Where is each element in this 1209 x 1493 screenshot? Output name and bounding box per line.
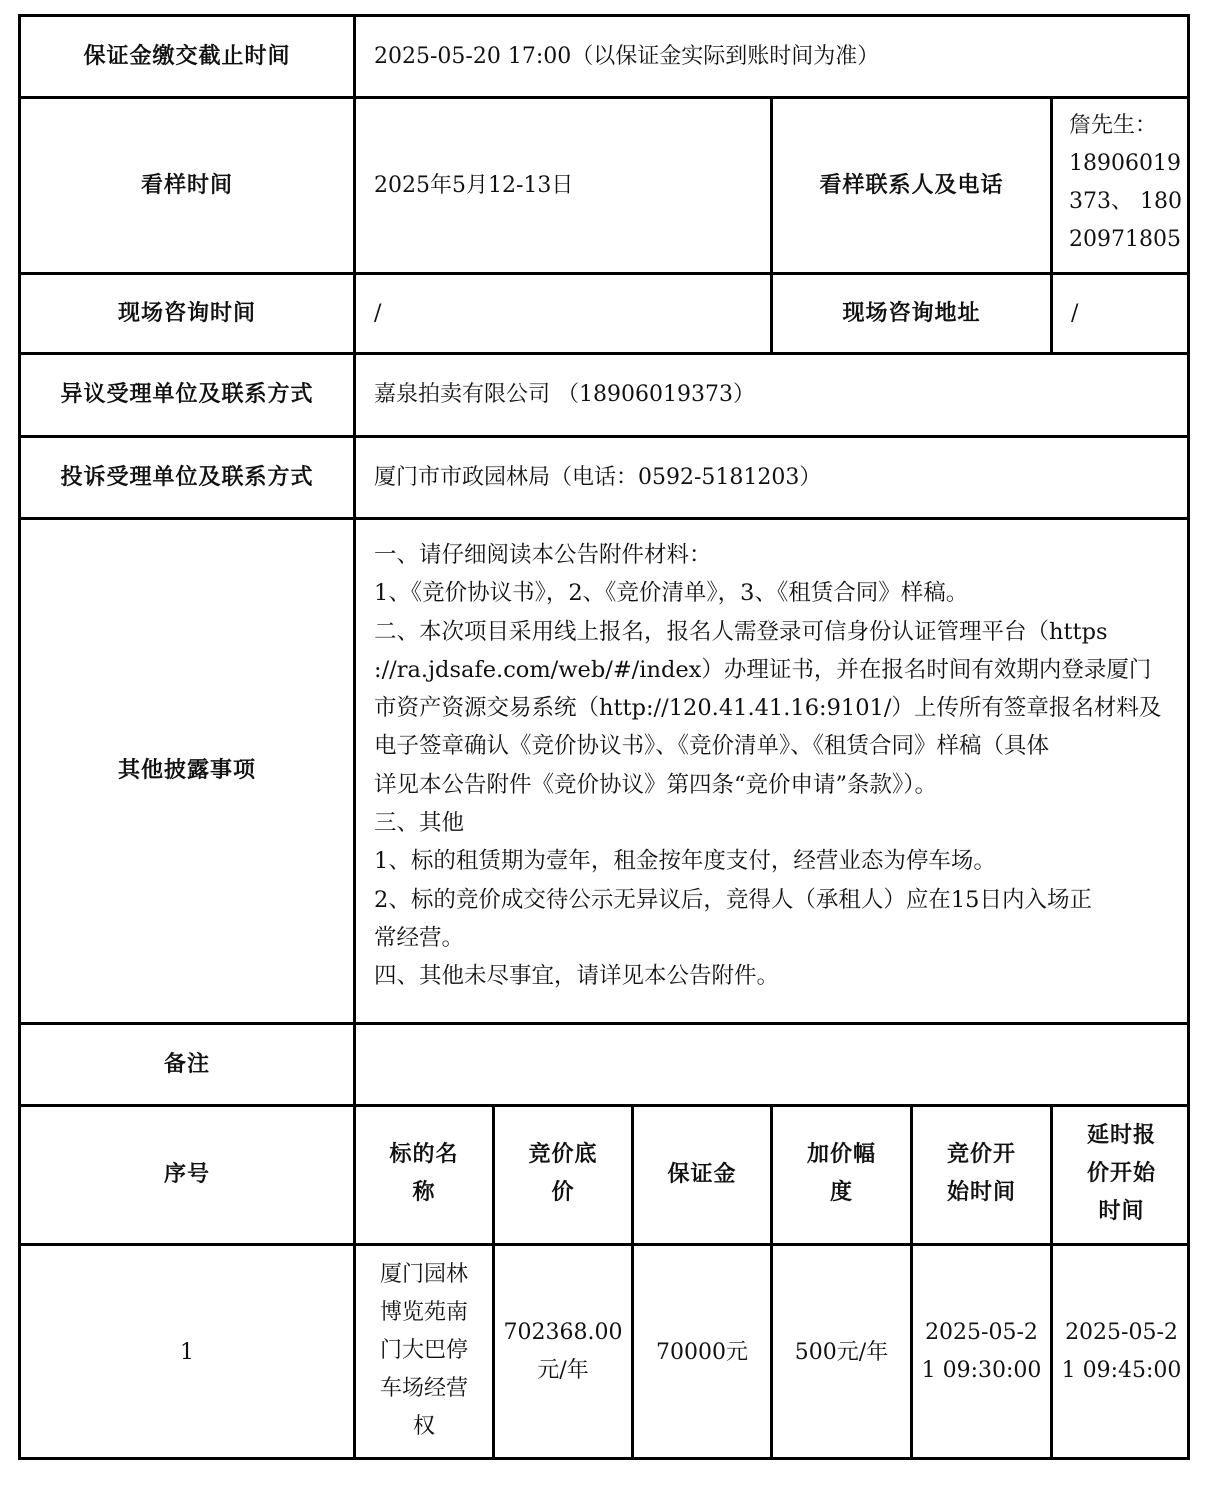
lot-name-line: 厦门园林 <box>379 1262 468 1287</box>
disclosure-line: 2、标的竞价成交待公示无异议后，竞得人（承租人）应在15日内入场正 <box>374 886 1092 913</box>
lot-header-deposit: 保证金 <box>631 1104 770 1243</box>
disclosure-line: 三、其他 <box>374 810 465 837</box>
lot-header-base-price <box>492 1104 631 1243</box>
header-line: 竞价开 <box>946 1142 1016 1167</box>
disclosure-line: ://ra.jdsafe.com/web/#/index）办理证书，并在报名时间有效期内登录厦门 <box>374 656 1152 683</box>
viewing-contact-label: 看样联系人及电话 <box>770 96 1050 272</box>
disclosure-line: 一、请仔细阅读本公告附件材料： <box>374 542 712 568</box>
lot-name-line: 权 <box>412 1414 435 1439</box>
lot-seq: 1 <box>18 1243 353 1460</box>
lot-header-extended-start <box>1050 1104 1190 1243</box>
consult-address-label: 现场咨询地址 <box>770 272 1050 352</box>
lot-increment: 500元/年 <box>770 1243 910 1460</box>
disclosure-line: 1、《竞价协议书》，2、《竞价清单》，3、《租赁合同》样稿。 <box>374 580 969 607</box>
price-line: 元/年 <box>537 1358 589 1383</box>
header-line: 竞价底 <box>528 1142 598 1167</box>
complaint-value: 厦门市市政园林局（电话：0592-5181203） <box>353 435 1190 517</box>
lot-start-time <box>910 1243 1050 1460</box>
lot-name <box>353 1243 492 1460</box>
deposit-deadline-label: 保证金缴交截止时间 <box>18 14 353 96</box>
header-line: 延时报 <box>1086 1123 1156 1148</box>
lot-name-line: 车场经营 <box>379 1376 468 1401</box>
time-line: 1 09:45:00 <box>1061 1358 1182 1383</box>
lot-header-name <box>353 1104 492 1243</box>
price-line: 702368.00 <box>503 1320 623 1345</box>
remarks-label: 备注 <box>18 1022 353 1104</box>
consult-time-label: 现场咨询时间 <box>18 272 353 352</box>
disclosure-line: 电子签章确认《竞价协议书》、《竞价清单》、《租赁合同》样稿（具体 <box>374 733 1050 760</box>
header-line: 价 <box>551 1180 575 1205</box>
table-right-border <box>1187 14 1190 1460</box>
objection-label: 异议受理单位及联系方式 <box>18 352 353 435</box>
time-line: 1 09:30:00 <box>921 1358 1042 1383</box>
deposit-deadline-value: 2025-05-20 17:00（以保证金实际到账时间为准） <box>353 14 1190 96</box>
consult-time-value: / <box>353 272 770 352</box>
header-line: 始时间 <box>946 1180 1016 1205</box>
consult-address-value: / <box>1050 272 1190 352</box>
header-line: 标的名 <box>389 1142 459 1167</box>
time-line: 2025-05-2 <box>1065 1320 1178 1345</box>
disclosure-line: 详见本公告附件《竞价协议》第四条“竞价申请”条款》）。 <box>374 771 938 798</box>
disclosure-line: 四、其他未尽事宜，请详见本公告附件。 <box>374 963 780 990</box>
lot-base-price <box>492 1243 631 1460</box>
header-line: 时间 <box>1098 1199 1145 1224</box>
header-line: 度 <box>829 1180 853 1205</box>
time-line: 2025-05-2 <box>925 1320 1038 1345</box>
complaint-label: 投诉受理单位及联系方式 <box>18 435 353 517</box>
lot-header-seq: 序号 <box>18 1104 353 1243</box>
disclosure-line: 二、本次项目采用线上报名，报名人需登录可信身份认证管理平台（https <box>374 618 1108 645</box>
lot-name-line: 门大巴停 <box>379 1338 468 1363</box>
disclosure-line: 市资产资源交易系统（http://120.41.41.16:9101/）上传所有签章报名材料及 <box>374 695 1162 722</box>
lot-header-start-time <box>910 1104 1050 1243</box>
contact-line: 20971805 <box>1069 227 1181 252</box>
disclosure-label: 其他披露事项 <box>18 517 353 1022</box>
lot-name-line: 博览苑南 <box>379 1300 468 1325</box>
disclosure-line: 1、标的租赁期为壹年，租金按年度支付，经营业态为停车场。 <box>374 848 996 875</box>
contact-line: 18906019 <box>1069 151 1181 176</box>
disclosure-line: 常经营。 <box>374 924 465 951</box>
contact-line: 373、 180 <box>1069 189 1182 214</box>
table-bottom-border <box>18 1457 1190 1460</box>
remarks-value <box>353 1022 1190 1104</box>
objection-value: 嘉泉拍卖有限公司 （18906019373） <box>353 352 1190 435</box>
auction-notice-table <box>18 14 1190 1460</box>
viewing-time-value: 2025年5月12-13日 <box>353 96 770 272</box>
header-line: 加价幅 <box>806 1142 876 1167</box>
viewing-contact-value <box>1050 96 1190 272</box>
lot-header-increment <box>770 1104 910 1243</box>
header-line: 称 <box>412 1180 436 1205</box>
viewing-time-label: 看样时间 <box>18 96 353 272</box>
lot-extended-start <box>1050 1243 1190 1460</box>
contact-line: 詹先生： <box>1069 113 1158 138</box>
header-line: 价开始 <box>1086 1161 1156 1186</box>
lot-deposit: 70000元 <box>631 1243 770 1460</box>
disclosure-text <box>353 517 1190 1022</box>
